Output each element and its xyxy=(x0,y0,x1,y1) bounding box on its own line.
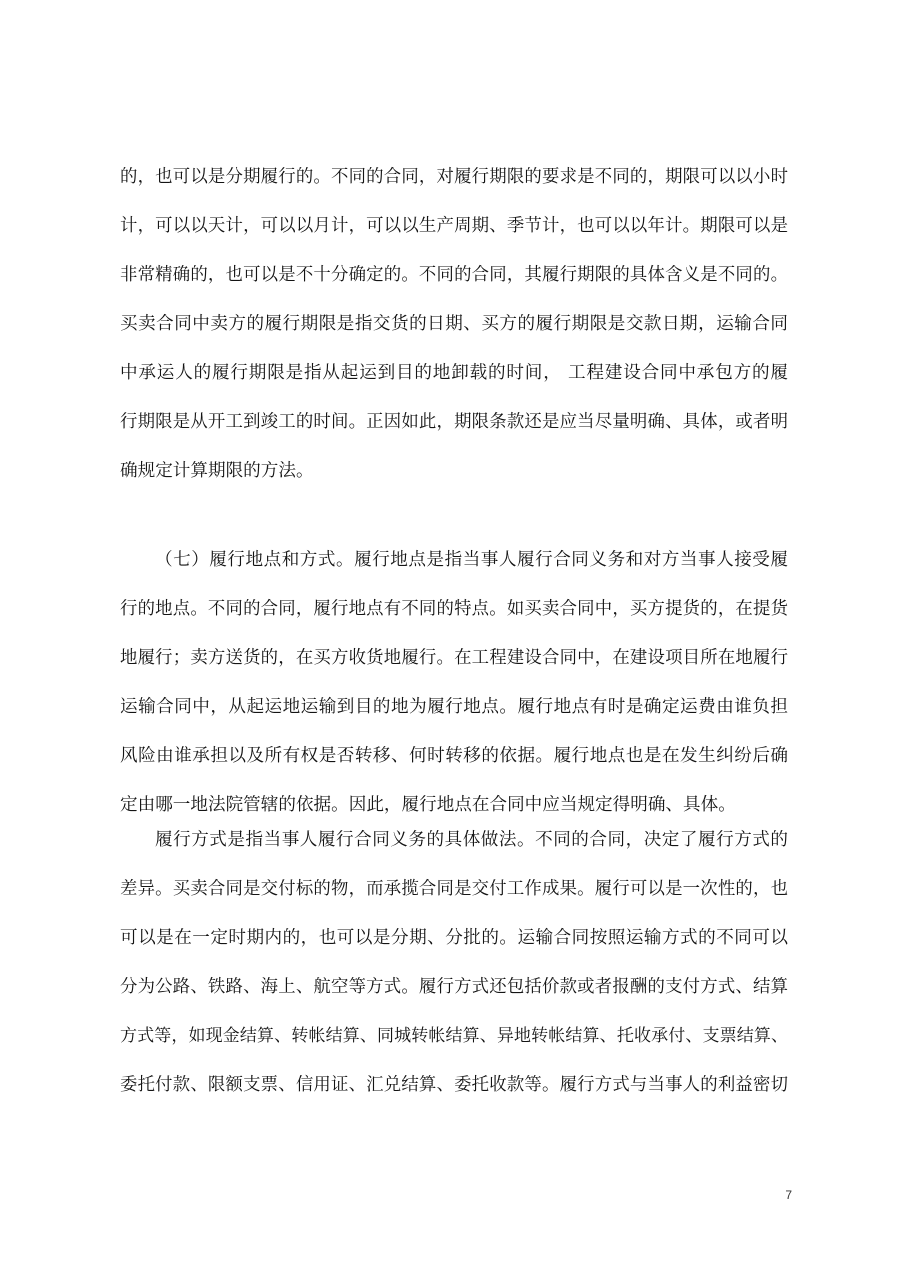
text-line: 的，也可以是分期履行的。不同的合同，对履行期限的要求是不同的，期限可以以小时 xyxy=(120,167,788,187)
text-line: 行期限是从开工到竣工的时间。正因如此，期限条款还是应当尽量明确、具体，或者明 xyxy=(120,412,788,432)
text-line: 差异。买卖合同是交付标的物，而承揽合同是交付工作成果。履行可以是一次性的，也 xyxy=(120,879,788,899)
text-line: 风险由谁承担以及所有权是否转移、何时转移的依据。履行地点也是在发生纠纷后确 xyxy=(120,746,788,766)
text-line: 地履行；卖方送货的，在买方收货地履行。在工程建设合同中，在建设项目所在地履行 xyxy=(120,648,788,668)
page-number: 7 xyxy=(785,1188,792,1202)
text-line: 分为公路、铁路、海上、航空等方式。履行方式还包括价款或者报酬的支付方式、结算 xyxy=(120,977,788,997)
text-line: 买卖合同中卖方的履行期限是指交货的日期、买方的履行期限是交款日期，运输合同 xyxy=(120,314,788,334)
text-line: 方式等，如现金结算、转帐结算、同城转帐结算、异地转帐结算、托收承付、支票结算、 xyxy=(120,1026,788,1046)
paragraph-performance-method xyxy=(120,816,788,1110)
text-line: 确规定计算期限的方法。 xyxy=(120,461,314,481)
text-line: 可以是在一定时期内的，也可以是分期、分批的。运输合同按照运输方式的不同可以 xyxy=(120,928,788,948)
text-line: （七）履行地点和方式。履行地点是指当事人履行合同义务和对方当事人接受履 xyxy=(155,550,788,570)
paragraph-performance-place xyxy=(120,536,788,830)
text-line: 计，可以以天计，可以以月计，可以以生产周期、季节计，也可以以年计。期限可以是 xyxy=(120,216,788,236)
text-line: 行的地点。不同的合同，履行地点有不同的特点。如买卖合同中，买方提货的，在提货 xyxy=(120,599,788,619)
text-line: 非常精确的，也可以是不十分确定的。不同的合同，其履行期限的具体含义是不同的。 xyxy=(120,265,788,285)
paragraph-performance-period xyxy=(120,153,788,496)
text-line: 履行方式是指当事人履行合同义务的具体做法。不同的合同，决定了履行方式的 xyxy=(155,830,788,850)
text-line: 委托付款、限额支票、信用证、汇兑结算、委托收款等。履行方式与当事人的利益密切 xyxy=(120,1075,788,1095)
text-line: 定由哪一地法院管辖的依据。因此，履行地点在合同中应当规定得明确、具体。 xyxy=(120,795,736,815)
text-line: 中承运人的履行期限是指从起运到目的地卸载的时间， 工程建设合同中承包方的履 xyxy=(120,363,788,383)
text-line: 运输合同中，从起运地运输到目的地为履行地点。履行地点有时是确定运费由谁负担 xyxy=(120,697,788,717)
